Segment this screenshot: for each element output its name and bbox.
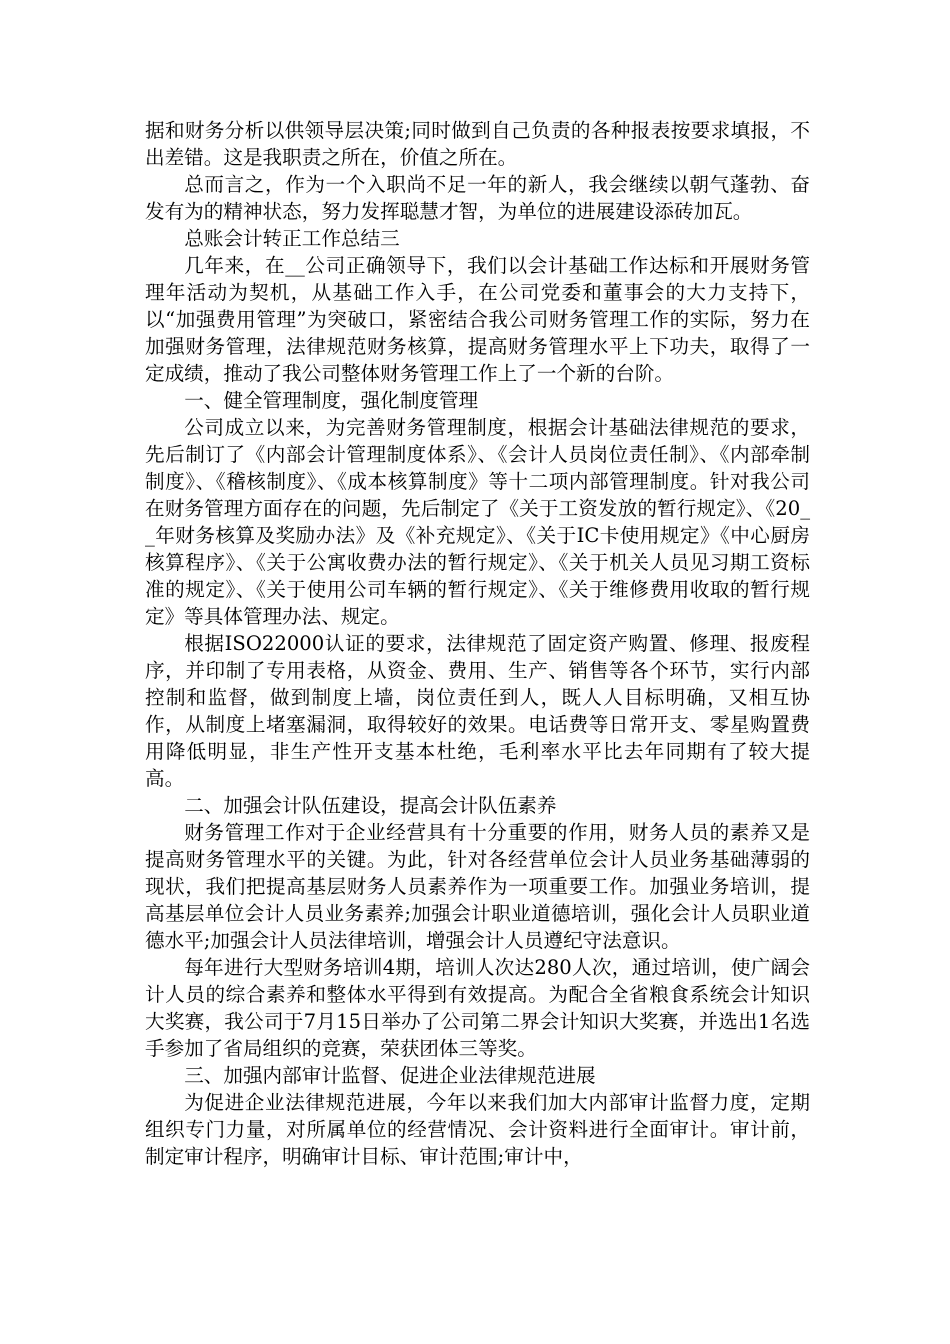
- section-title: 总账会计转正工作总结三: [184, 227, 400, 250]
- paragraph: 总而言之，作为一个入职尚不足一年的新人，我会继续以朝气蓬勃、奋发有为的精神状态，努力发挥聪慧才智，为单位的进展建设添砖加瓦。: [145, 173, 810, 223]
- paragraph: 每年进行大型财务培训4期，培训人次达280人次，通过培训，使广阔会计人员的综合素养和整体水平得到有效提高。为配合全省粮食系统会计知识大奖赛，我公司于7月15日举办了公司第二界会计知识大奖赛，并选出1名选手参加了省局组织的竞赛，荣获团体三等奖。: [145, 956, 810, 1060]
- section-heading: 一、健全管理制度，强化制度管理: [184, 389, 479, 412]
- document-body: [145, 117, 810, 1170]
- paragraph: 据和财务分析以供领导层决策;同时做到自己负责的各种报表按要求填报，不出差错。这是我职责之所在，价值之所在。: [145, 119, 810, 169]
- section-heading: 三、加强内部审计监督、促进企业法律规范进展: [184, 1064, 596, 1087]
- paragraph: 财务管理工作对于企业经营具有十分重要的作用，财务人员的素养又是提高财务管理水平的关键。为此，针对各经营单位会计人员业务基础薄弱的现状，我们把提高基层财务人员素养作为一项重要工作。加强业务培训，提高基层单位会计人员业务素养;加强会计职业道德培训，强化会计人员职业道德水平;加强会计人员法律培训，增强会计人员遵纪守法意识。: [145, 821, 810, 952]
- paragraph: 根据ISO22000认证的要求，法律规范了固定资产购置、修理、报废程序，并印制了专用表格，从资金、费用、生产、销售等各个环节，实行内部控制和监督，做到制度上墙，岗位责任到人，既人人目标明确，又相互协作，从制度上堵塞漏洞，取得较好的效果。电话费等日常开支、零星购置费用降低明显，非生产性开支基本杜绝，毛利率水平比去年同期有了较大提高。: [145, 632, 810, 790]
- paragraph: 为促进企业法律规范进展，今年以来我们加大内部审计监督力度，定期组织专门力量，对所属单位的经营情况、会计资料进行全面审计。审计前，制定审计程序，明确审计目标、审计范围;审计中，: [145, 1091, 810, 1168]
- paragraph: 公司成立以来，为完善财务管理制度，根据会计基础法律规范的要求，先后制订了《内部会计管理制度体系》、《会计人员岗位责任制》、《内部牵制制度》、《稽核制度》、《成本核算制度》等十二项内部管理制度。针对我公司在财务管理方面存在的问题，先后制定了《关于工资发放的暂行规定》、《20__年财务核算及奖励办法》及《补充规定》、《关于IC卡使用规定》《中心厨房核算程序》、《关于公寓收费办法的暂行规定》、《关于机关人员见习期工资标准的规定》、《关于使用公司车辆的暂行规定》、《关于维修费用收取的暂行规定》等具体管理办法、规定。: [145, 416, 810, 628]
- paragraph: 几年来，在__公司正确领导下，我们以会计基础工作达标和开展财务管理年活动为契机，从基础工作入手，在公司党委和董事会的大力支持下，以“加强费用管理”为突破口，紧密结合我公司财务管理工作的实际，努力在加强财务管理，法律规范财务核算，提高财务管理水平上下功夫，取得了一定成绩，推动了我公司整体财务管理工作上了一个新的台阶。: [145, 254, 810, 385]
- section-heading: 二、加强会计队伍建设，提高会计队伍素养: [184, 794, 557, 817]
